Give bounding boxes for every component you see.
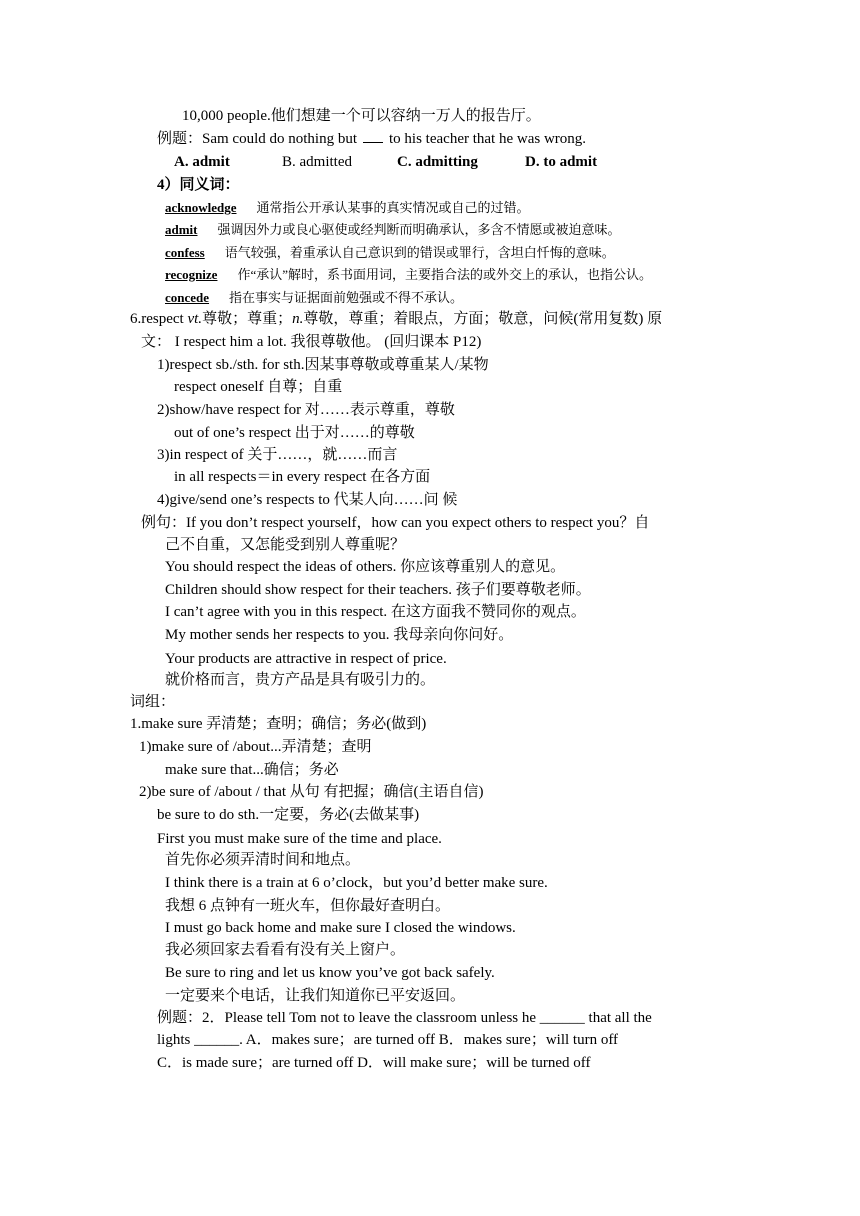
example-sentence: I can’t agree with you in this respect. 在这方面我不赞同你的观点。: [165, 604, 586, 620]
example-sentence: My mother sends her respects to you. 我母亲向你问好。: [165, 627, 514, 643]
example-suffix: to his teacher that he was wrong.: [389, 131, 587, 147]
phrase-line: 1)make sure of /about...弄清楚；查明: [139, 739, 372, 755]
example-prefix: 例题：Sam could do nothing but: [157, 131, 357, 147]
example-question: [157, 129, 586, 149]
synonym-word: confess: [165, 245, 205, 260]
synonym-desc: 语气较强，着重承认自己意识到的错误或罪行，含坦白忏悔的意味。: [224, 245, 615, 260]
example-sentence: 就价格而言，贵方产品是具有吸引力的。: [165, 672, 436, 688]
usage-line: 1)respect sb./sth. for sth.因某事尊敬或尊重某人/某物: [157, 357, 489, 373]
respect-vt-meaning: 尊敬；尊重；: [202, 311, 293, 327]
example-sentence: Your products are attractive in respect of price.: [165, 651, 447, 667]
usage-line: 3)in respect of 关于……，就……而言: [157, 447, 398, 463]
phrase-line: 我想 6 点钟有一班火车，但你最好查明白。: [165, 898, 451, 914]
pos-n: n.: [292, 311, 304, 327]
answer-options: [174, 152, 597, 172]
synonym-desc: 指在事实与证据面前勉强或不得不承认。: [229, 290, 464, 305]
exercise-line: 例题：2．Please tell Tom not to leave the classroom unless he ______ that all the: [157, 1010, 652, 1026]
usage-line: 4)give/send one’s respects to 代某人向……问 候: [157, 492, 458, 508]
phrase-line: 首先你必须弄清时间和地点。: [165, 852, 361, 868]
phrase-line: be sure to do sth.一定要，务必(去做某事): [157, 807, 420, 823]
respect-heading: [130, 309, 662, 329]
synonym-desc: 通常指公开承认某事的真实情况或自己的过错。: [256, 200, 530, 215]
example-sentence: 例句：If you don’t respect yourself，how can you expect others to respect you？自: [141, 515, 650, 531]
synonym-word: admit: [165, 222, 198, 237]
respect-original: 文： I respect him a lot. 我很尊敬他。 (回归课本 P12): [141, 334, 482, 350]
example-sentence: You should respect the ideas of others. 你应该尊重别人的意见。: [165, 559, 566, 575]
usage-line: respect oneself 自尊；自重: [174, 379, 343, 395]
synonym-item: [165, 265, 652, 285]
intro-line: 10,000 people.他们想建一个可以容纳一万人的报告厅。: [182, 108, 541, 124]
respect-head-word: 6.respect: [130, 311, 188, 327]
pos-vt: vt.: [187, 311, 203, 327]
usage-line: 2)show/have respect for 对……表示尊重，尊敬: [157, 402, 455, 418]
exercise-line: C．is made sure；are turned off D．will make sure；will be turned off: [157, 1055, 591, 1071]
phrase-line: I must go back home and make sure I closed the windows.: [165, 920, 516, 936]
option-c: C. admitting: [397, 154, 478, 170]
synonym-desc: 作“承认”解时，系书面用词，主要指合法的或外交上的承认，也指公认。: [237, 267, 653, 282]
synonym-word: recognize: [165, 267, 218, 282]
respect-n-meaning: 尊敬，尊重；着眼点，方面；敬意，问候(常用复数) 原: [303, 311, 663, 327]
phrase-line: 2)be sure of /about / that 从句 有把握；确信(主语自信): [139, 784, 484, 800]
synonyms-heading: 4）同义词：: [157, 177, 240, 193]
option-b: B. admitted: [282, 154, 352, 170]
phrase-line: 1.make sure 弄清楚；查明；确信；务必(做到): [130, 716, 427, 732]
synonym-word: acknowledge: [165, 200, 237, 215]
phrase-line: make sure that...确信；务必: [165, 762, 339, 778]
synonym-item: [165, 198, 530, 218]
synonym-word: concede: [165, 290, 210, 305]
exercise-line: lights ______. A．makes sure；are turned off B．makes sure；will turn off: [157, 1032, 619, 1048]
answer-blank: [363, 130, 383, 143]
synonym-item: [165, 288, 463, 308]
phrase-line: First you must make sure of the time and place.: [157, 831, 442, 847]
phrase-line: Be sure to ring and let us know you’ve got back safely.: [165, 965, 495, 981]
usage-line: in all respects＝in every respect 在各方面: [174, 469, 431, 485]
option-a: A. admit: [174, 154, 230, 170]
phrase-line: 一定要来个电话，让我们知道你已平安返回。: [165, 988, 466, 1004]
option-d: D. to admit: [525, 154, 598, 170]
synonym-desc: 强调因外力或良心驱使或经判断而明确承认，多含不情愿或被迫意味。: [217, 222, 621, 237]
example-sentence: 己不自重，又怎能受到别人尊重呢？: [165, 537, 406, 553]
synonym-item: [165, 243, 615, 263]
phrases-heading: 词组：: [130, 694, 176, 710]
phrase-line: 我必须回家去看看有没有关上窗户。: [165, 942, 406, 958]
synonym-item: [165, 220, 621, 240]
phrase-line: I think there is a train at 6 o’clock，but you’d better make sure.: [165, 875, 548, 891]
usage-line: out of one’s respect 出于对……的尊敬: [174, 425, 415, 441]
example-sentence: Children should show respect for their teachers. 孩子们要尊敬老师。: [165, 582, 591, 598]
